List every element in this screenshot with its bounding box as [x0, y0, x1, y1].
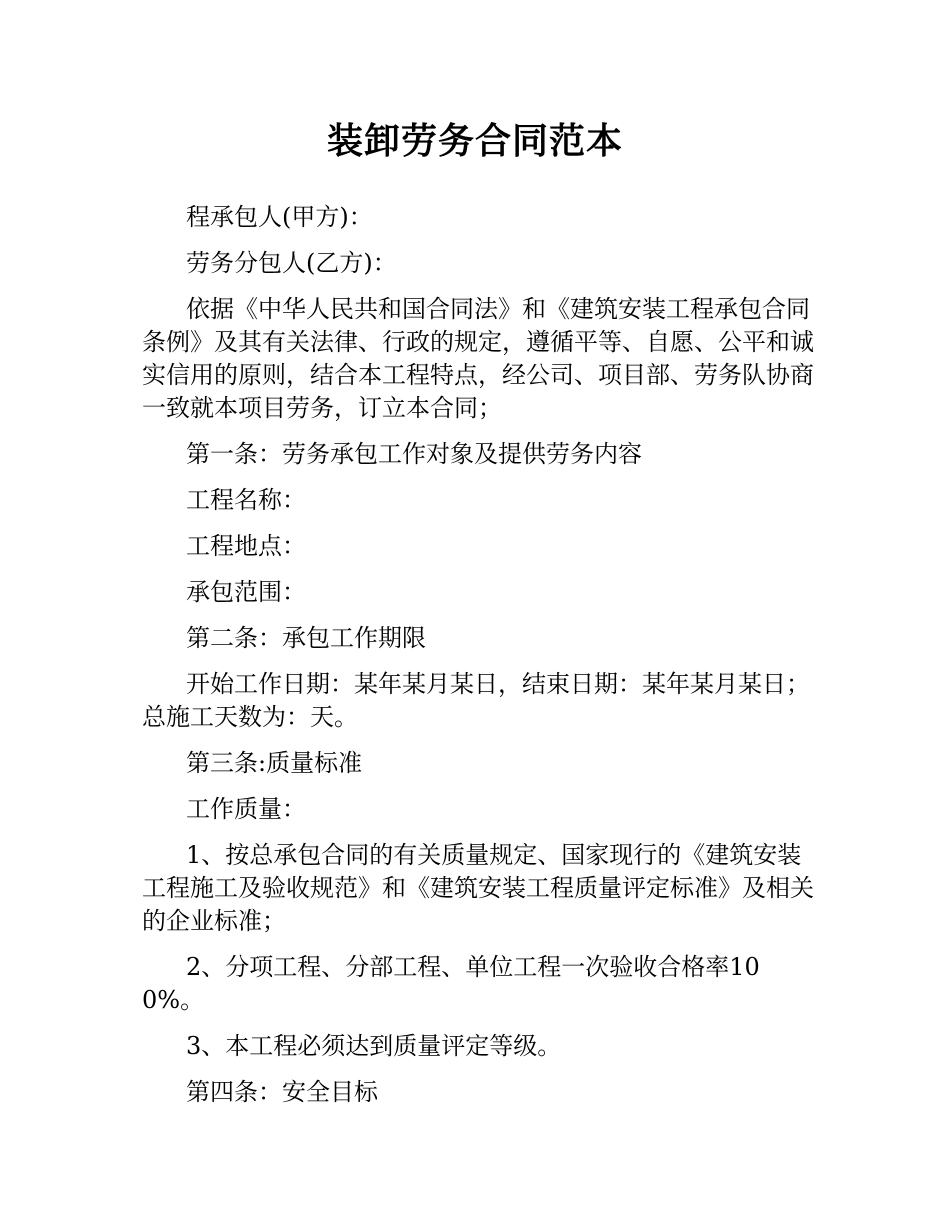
- article-3-heading: 第三条:质量标准: [186, 749, 363, 777]
- paragraph-quality-item-2: 2、分项工程、分部工程、单位工程一次验收合格率100%。: [142, 953, 760, 1014]
- paragraph-preamble: 依据《中华人民共和国合同法》和《建筑安装工程承包合同条例》及其有关法律、行政的规定，遵循平等、自愿、公平和诚实信用的原则，结合本工程特点，经公司、项目部、劳务队协商一致就本项目劳务，订立本合同；: [142, 295, 814, 422]
- paragraph-quality-item-1: 1、按总承包合同的有关质量规定、国家现行的《建筑安装工程施工及验收规范》和《建筑安装工程质量评定标准》及相关的企业标准；: [142, 841, 814, 935]
- paragraph-party-b: 劳务分包人(乙方)：: [186, 249, 397, 277]
- article-1-heading: 第一条：劳务承包工作对象及提供劳务内容: [186, 440, 642, 468]
- document-title: 装卸劳务合同范本: [326, 121, 623, 162]
- paragraph-contract-scope: 承包范围：: [186, 578, 306, 606]
- paragraph-project-location: 工程地点：: [186, 532, 306, 560]
- article-4-heading: 第四条：安全目标: [186, 1078, 378, 1106]
- paragraph-work-dates: 开始工作日期：某年某月某日，结束日期：某年某月某日；总施工天数为：天。: [142, 670, 810, 731]
- paragraph-work-quality: 工作质量：: [186, 795, 306, 823]
- document-body: [142, 201, 814, 1122]
- paragraph-quality-item-3: 3、本工程必须达到质量评定等级。: [186, 1032, 562, 1060]
- article-2-heading: 第二条：承包工作期限: [186, 624, 426, 652]
- paragraph-project-name: 工程名称：: [186, 486, 306, 514]
- paragraph-party-a: 程承包人(甲方)：: [186, 203, 373, 231]
